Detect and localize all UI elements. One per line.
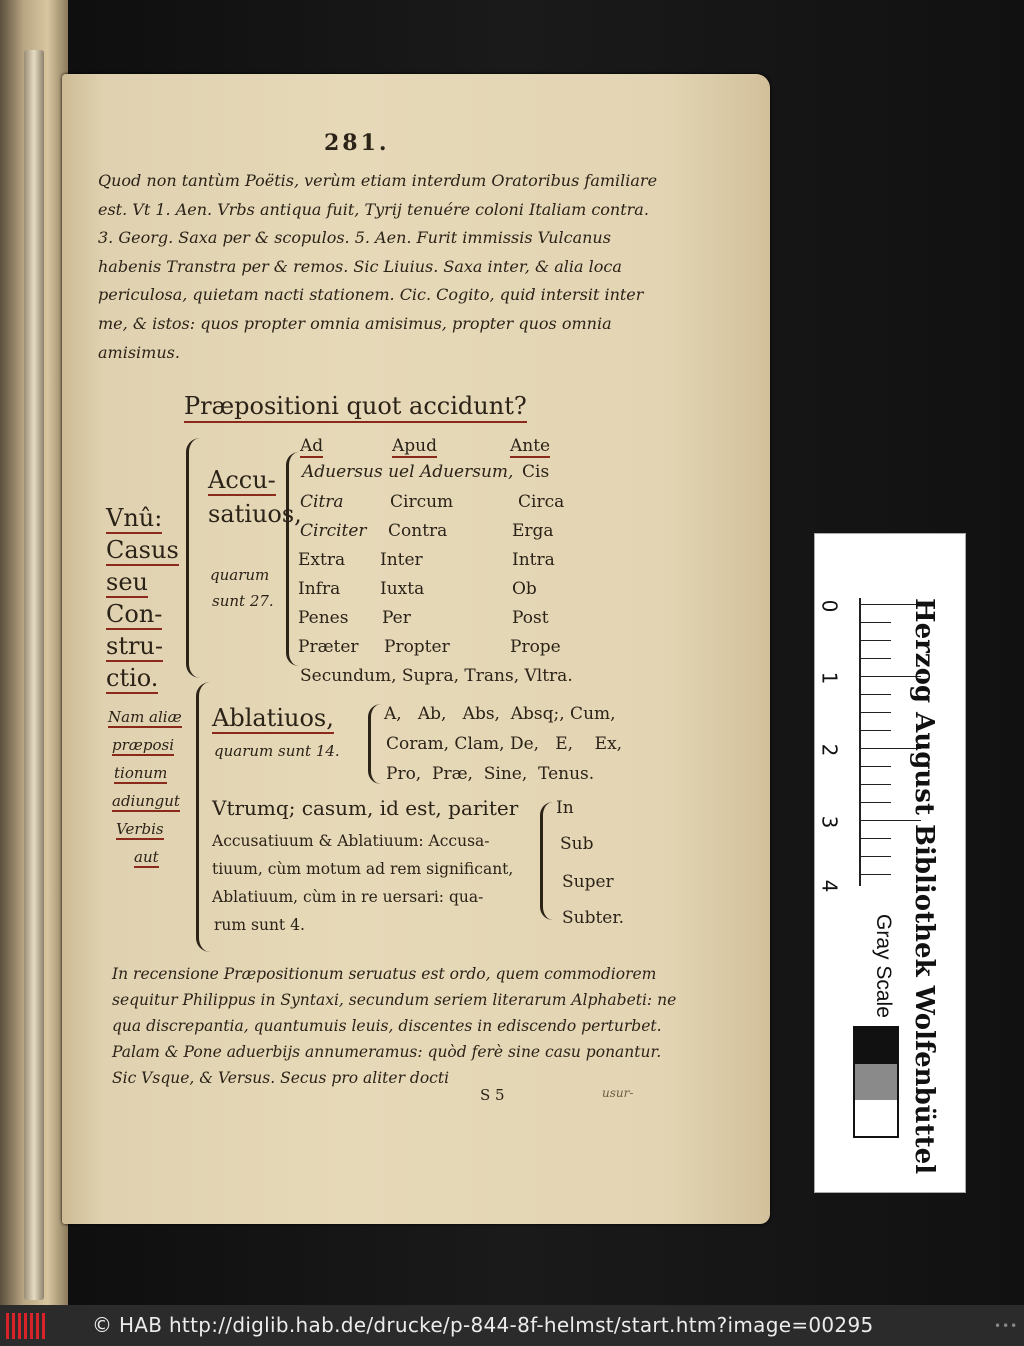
utrum-head: Vtrumq; casum, id est, pariter (212, 796, 519, 820)
prep-word: Iuxta (380, 579, 425, 599)
prep-word: Citra (300, 492, 344, 512)
section-heading: Præpositioni quot accidunt? (184, 392, 527, 423)
utrum-line: Accusatiuum & Ablatiuum: Accusa- (212, 832, 490, 850)
prep-word: Post (512, 608, 549, 628)
left-note: Nam aliæ (108, 708, 182, 726)
utrum-word: Sub (560, 834, 594, 854)
swatch-gray (855, 1064, 897, 1100)
catchword: usur- (602, 1086, 634, 1100)
left-note: adiungut (112, 792, 180, 810)
left-note: præposi (112, 736, 174, 754)
prep-last: Secundum, Supra, Trans, Vltra. (300, 666, 573, 686)
utrum-brace (540, 802, 553, 920)
prep-word: Ad (300, 436, 324, 456)
left-note: aut (134, 848, 159, 866)
previous-page-edge (0, 0, 68, 1305)
prep-word: Per (382, 608, 411, 628)
library-name: Herzog August Bibliothek Wolfenbüttel (909, 598, 939, 1175)
left-note: Verbis (116, 820, 164, 838)
left-word: stru- (106, 632, 163, 660)
prep-word: Intra (512, 550, 555, 570)
more-icon[interactable]: ••• (994, 1319, 1019, 1333)
left-word: Casus (106, 536, 179, 564)
prep-word: Propter (384, 637, 450, 657)
page-stack (24, 50, 44, 1300)
prep-word: Aduersus uel Aduersum, (302, 462, 514, 482)
utrum-line: tiuum, cùm motum ad rem significant, (212, 860, 514, 878)
signature-mark: S 5 (480, 1086, 505, 1104)
left-word: seu (106, 568, 148, 596)
prep-word: Erga (512, 521, 554, 541)
ruler-number: 2 (817, 743, 842, 757)
prep-word: Circum (390, 492, 454, 512)
left-word: ctio. (106, 664, 159, 692)
prep-word: Cis (522, 462, 550, 482)
prep-word: Præter (298, 637, 359, 657)
gray-swatches (853, 1026, 899, 1138)
left-word: Vnû: (106, 504, 163, 532)
ablat-line: A, Ab, Abs, Absq;, Cum, (384, 704, 616, 724)
prep-word: Infra (298, 579, 341, 599)
main-brace-upper (186, 438, 201, 678)
hab-logo-icon (6, 1313, 46, 1339)
prep-word: Circa (518, 492, 565, 512)
scale-ruler (814, 533, 966, 1193)
utrum-word: In (556, 798, 574, 818)
ruler-number: 3 (817, 815, 842, 829)
footer-url[interactable]: © HAB http://diglib.hab.de/drucke/p-844-8f-helmst/start.htm?image=00295 (92, 1313, 874, 1337)
utrum-line: rum sunt 4. (214, 916, 305, 934)
prep-word: Ob (512, 579, 537, 599)
ablat-line: Coram, Clam, De, E, Ex, (386, 734, 623, 754)
gray-scale-label: Gray Scale (872, 914, 895, 1018)
footer-bar (0, 1305, 1024, 1346)
swatch-black (855, 1028, 897, 1064)
utrum-word: Super (562, 872, 614, 892)
prep-word: Contra (388, 521, 448, 541)
utrum-line: Ablatiuum, cùm in re uersari: qua- (212, 888, 484, 906)
accus-sub: sunt 27. (212, 592, 274, 610)
ablat-brace (368, 704, 381, 784)
accus-label: satiuos, (208, 500, 302, 528)
ruler-number: 0 (817, 599, 842, 613)
accus-sub: quarum (210, 566, 270, 584)
main-brace-lower (196, 682, 211, 952)
left-note: tionum (114, 764, 168, 782)
book-page (62, 74, 770, 1224)
ruler-number: 4 (817, 879, 842, 893)
ablat-label: Ablatiuos, (212, 704, 334, 732)
prep-word: Penes (298, 608, 349, 628)
body-paragraph: Quod non tantùm Poëtis, verùm etiam interdum Oratoribus familiare est. Vt 1. Aen. Vrbs antiqua fuit, Tyrij tenuére coloni Italiam contra. 3. Georg. Saxa per & scopulos. 5. Aen. Furit immissis Vulcanus habenis Transtra per & remos. Sic Liuius. Saxa inter, & alia loca periculosa, quietam nacti stationem. Cic. Cogito, quid intersit inter me, & istos: quos propter omnia amisimus, propter quos omnia amisimus. (98, 171, 658, 362)
prep-word: Apud (392, 436, 437, 456)
left-word: Con- (106, 600, 163, 628)
ruler-number: 1 (817, 671, 842, 685)
prep-word: Inter (380, 550, 423, 570)
utrum-word: Subter. (562, 908, 625, 928)
footnote-paragraph: In recensione Præpositionum seruatus est ordo, quem commodiorem sequitur Philippus in Syntaxi, secundum seriem literarum Alphabeti: ne qua discrepantia, quantumuis leuis, discentes in ediscendo perturbet. Palam & Pone aduerbijs annumeramus: quòd ferè sine casu ponantur. Sic Vsque, & Versus. Secus pro aliter docti (112, 965, 677, 1087)
accus-label: Accu- (208, 466, 276, 494)
prep-word: Prope (510, 637, 561, 657)
prep-word: Ante (510, 436, 551, 456)
ruler-axis (859, 598, 861, 886)
page-number: 281. (324, 130, 390, 156)
prep-word: Extra (298, 550, 346, 570)
ablat-sub: quarum sunt 14. (214, 742, 340, 760)
swatch-white (855, 1100, 897, 1136)
ablat-line: Pro, Præ, Sine, Tenus. (386, 764, 595, 784)
prep-word: Circiter (300, 521, 367, 541)
